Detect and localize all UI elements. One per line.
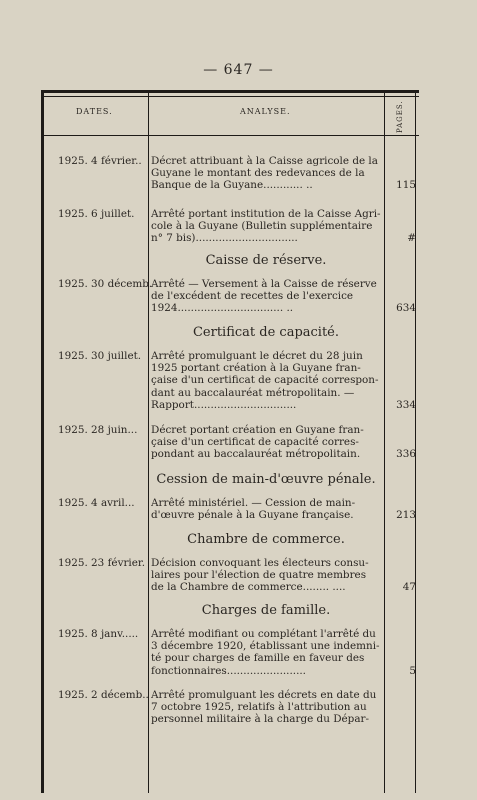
- entry-page: 115: [396, 179, 416, 191]
- header-analyse: ANALYSE.: [240, 107, 291, 116]
- section-heading: Caisse de réserve.: [205, 253, 327, 268]
- entry-page: 634: [396, 302, 416, 314]
- entry-analysis: [151, 278, 383, 315]
- section-heading: Certificat de capacité.: [192, 325, 340, 340]
- analysis-line: pondant au baccalauréat métropolitain.: [151, 448, 361, 461]
- entry-page: 47: [402, 581, 416, 593]
- entry-date: 1925. 30 décemb.: [58, 278, 153, 290]
- analysis-line: Arrêté promulguant les décrets en date du: [151, 689, 377, 701]
- entry-analysis: [151, 155, 383, 192]
- analysis-line: Décret attribuant à la Caisse agricole de la: [151, 155, 378, 167]
- section-heading: Charges de famille.: [201, 603, 331, 618]
- entry-analysis: [151, 628, 383, 677]
- analysis-line: Arrêté promulguant le décret du 28 juin: [151, 350, 363, 362]
- double-rule: [44, 96, 419, 97]
- analysis-line: laires pour l'élection de quatre membres: [151, 569, 367, 582]
- entry-date: 1925. 8 janv.....: [58, 628, 139, 640]
- analysis-line: 1925 portant création à la Guyane fran-: [151, 362, 361, 375]
- analysis-line: çaise d'un certificat de capacité correspon-: [151, 374, 379, 387]
- analysis-line: Décision convoquant les électeurs consu-: [151, 557, 369, 569]
- analysis-line: d'œuvre pénale à la Guyane française.: [151, 509, 354, 522]
- entry-analysis: [151, 208, 383, 245]
- analysis-line: Banque de la Guyane............ ..: [151, 179, 313, 192]
- section-heading: Cession de main-d'œuvre pénale.: [156, 472, 376, 487]
- analysis-line: çaise d'un certificat de capacité corres-: [151, 436, 359, 449]
- analysis-line: 3 décembre 1920, établissant une indemni-: [151, 640, 380, 653]
- analysis-line: Arrêté ministériel. — Cession de main-: [151, 497, 356, 509]
- page-number: — 647 —: [203, 62, 274, 78]
- index-table: [41, 90, 419, 793]
- analysis-line: cole à la Guyane (Bulletin supplémentaire: [151, 220, 373, 233]
- entry-date: 1925. 4 avril...: [58, 497, 135, 509]
- entry-analysis: [151, 424, 383, 461]
- analysis-line: Guyane le montant des redevances de la: [151, 167, 365, 180]
- analysis-line: Arrêté modifiant ou complétant l'arrêté du: [151, 628, 376, 640]
- entry-page: #: [407, 232, 416, 244]
- entry-date: 1925. 6 juillet.: [58, 208, 135, 220]
- analysis-line: Rapport...............................: [151, 398, 297, 411]
- entry-page: 334: [396, 399, 416, 411]
- column-divider-pages: [415, 93, 416, 793]
- entry-page: 213: [396, 509, 416, 521]
- analysis-line: Arrêté — Versement à la Caisse de réserve: [151, 278, 377, 290]
- section-heading: Chambre de commerce.: [187, 532, 345, 547]
- header-rule: [44, 135, 419, 136]
- entry-analysis: [151, 557, 383, 594]
- entry-analysis: [151, 689, 383, 726]
- entry-analysis: [151, 350, 383, 411]
- analysis-line: 1924................................ ..: [151, 302, 294, 315]
- entry-date: 1925. 4 février..: [58, 155, 142, 167]
- analysis-line: 7 octobre 1925, relatifs à l'attribution au: [151, 701, 367, 714]
- column-divider-dates: [148, 93, 149, 793]
- analysis-line: dant au baccalauréat métropolitain. —: [151, 386, 355, 399]
- analysis-line: té pour charges de famille en faveur des: [151, 652, 365, 665]
- analysis-line: n° 7 bis)...............................: [151, 232, 298, 245]
- entry-date: 1925. 28 juin...: [58, 424, 138, 436]
- entry-date: 1925. 2 décemb..: [58, 689, 149, 701]
- analysis-line: Décret portant création en Guyane fran-: [151, 424, 364, 436]
- column-divider-analyse: [384, 93, 385, 793]
- entry-page: 5: [409, 665, 416, 677]
- entry-date: 1925. 23 février.: [58, 557, 146, 569]
- entry-date: 1925. 30 juillet.: [58, 350, 142, 362]
- analysis-line: de la Chambre de commerce........ ....: [151, 581, 346, 594]
- analysis-line: personnel militaire à la charge du Dépar-: [151, 713, 369, 726]
- analysis-line: de l'excédent de recettes de l'exercice: [151, 290, 354, 303]
- header-pages: PAGES.: [396, 100, 404, 133]
- analysis-line: Arrêté portant institution de la Caisse Agri-: [151, 208, 381, 220]
- analysis-line: fonctionnaires........................: [151, 664, 306, 677]
- entry-analysis: [151, 497, 383, 521]
- entry-page: 336: [396, 448, 416, 460]
- header-dates: DATES.: [76, 107, 113, 116]
